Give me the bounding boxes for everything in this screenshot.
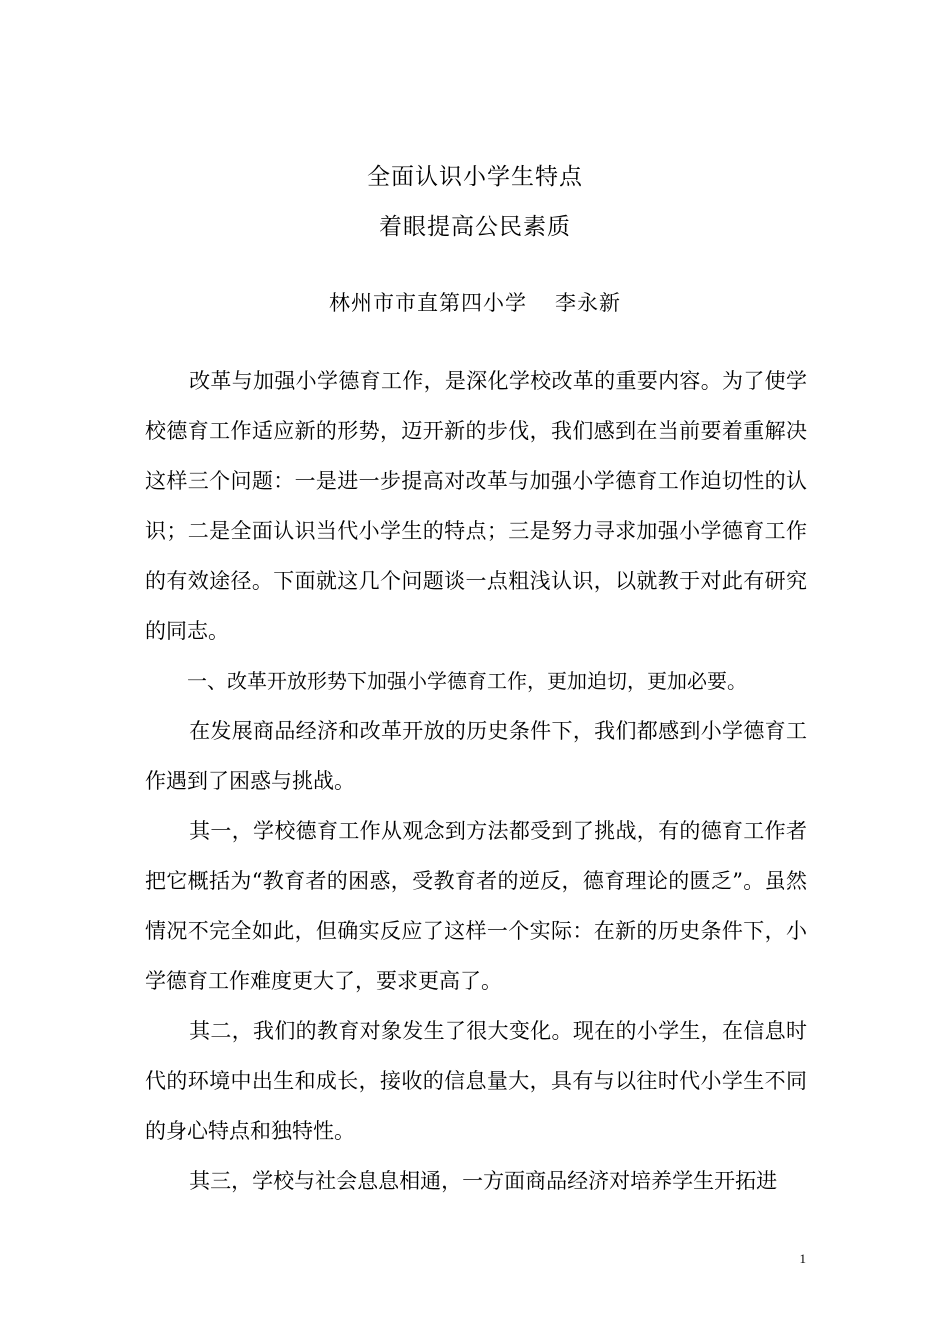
paragraph-point-3: 其三，学校与社会息息相通，一方面商品经济对培养学生开拓进 xyxy=(189,1169,778,1193)
byline xyxy=(0,288,950,318)
paragraph-intro: 改革与加强小学德育工作，是深化学校改革的重要内容。为了使学校德育工作适应新的形势，迈开新的步伐，我们感到在当前要着重解决这样三个问题：一是进一步提高对改革与加强小学德育工作迫切性的认识；二是全面认识当代小学生的特点；三是努力寻求加强小学德育工作的有效途径。下面就这几个问题谈一点粗浅认识，以就教于对此有研究的同志。 xyxy=(145,369,807,643)
document-title-line-1: 全面认识小学生特点 xyxy=(367,164,583,190)
document-body xyxy=(145,356,807,1206)
byline-author: 李永新 xyxy=(555,291,621,315)
paragraph-point-1: 其一，学校德育工作从观念到方法都受到了挑战，有的德育工作者把它概括为“教育者的困惑，受教育者的逆反，德育理论的匮乏”。虽然情况不完全如此，但确实反应了这样一个实际：在新的历史条件下，小学德育工作难度更大了，要求更高了。 xyxy=(145,819,807,993)
section-heading-1: 一、改革开放形势下加强小学德育工作，更加迫切，更加必要。 xyxy=(187,669,747,693)
paragraph-context: 在发展商品经济和改革开放的历史条件下，我们都感到小学德育工作遇到了困惑与挑战。 xyxy=(145,719,807,793)
byline-school: 林州市市直第四小学 xyxy=(329,291,527,315)
paragraph-point-2: 其二，我们的教育对象发生了很大变化。现在的小学生，在信息时代的环境中出生和成长，接收的信息量大，具有与以往时代小学生不同的身心特点和独特性。 xyxy=(145,1019,807,1143)
document-title-line-2: 着眼提高公民素质 xyxy=(379,214,571,240)
page-number: 1 xyxy=(799,1251,806,1266)
